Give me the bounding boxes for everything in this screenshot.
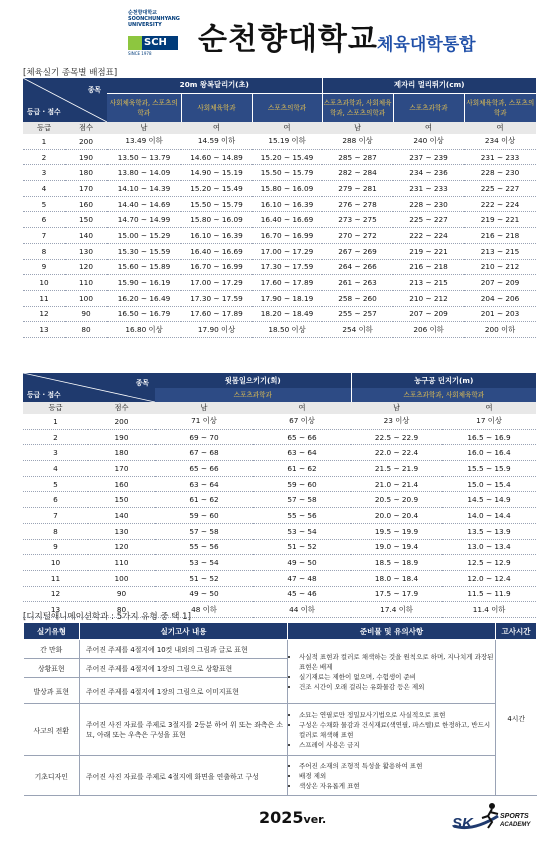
grade-cell: 3 [23,165,65,181]
score-cell: 110 [88,555,155,571]
score-cell: 200 [65,134,107,149]
event-header: 20m 왕복달리기(초) [107,78,322,93]
department-header: 스포츠과학과, 사회체육학과, 스포츠의학과 [322,93,393,122]
grade-cell: 4 [23,461,88,477]
range-cell: 228 ~ 230 [393,196,464,212]
table-row [23,429,536,445]
range-cell: 14.40 ~ 14.69 [107,196,181,212]
department-header: 사회체육학과 [181,93,252,122]
range-cell: 12.5 ~ 12.9 [442,555,536,571]
grade-cell: 1 [23,414,88,429]
exam-notes [288,704,496,756]
range-cell: 55 ~ 56 [253,508,351,524]
range-cell: 12.0 ~ 12.4 [442,570,536,586]
range-cell: 254 이하 [322,322,393,338]
table-row [23,322,536,338]
exam-content: 주어진 사진 자료를 주제로 4절지에 화면을 연출하고 구성 [80,756,288,796]
grade-cell: 7 [23,228,65,244]
range-cell: 219 ~ 221 [393,243,464,259]
range-cell: 258 ~ 260 [322,290,393,306]
range-cell: 204 ~ 206 [464,290,536,306]
grade-cell: 11 [23,290,65,306]
unit-header: 여 [253,402,351,414]
range-cell: 222 ~ 224 [464,196,536,212]
range-cell: 207 ~ 209 [464,275,536,291]
range-cell: 16.10 ~ 16.39 [252,196,322,212]
note-item: • 구성은 수채화 물감과 건식재료(색연필, 파스텔)로 한정하고, 반드시 컬러로 채색해 표현 [299,720,495,740]
range-cell: 15.5 ~ 15.9 [442,461,536,477]
animation-exam-table [23,622,537,796]
col-header-type: 실기유형 [24,623,80,640]
score-cell: 90 [88,586,155,602]
range-cell: 21.0 ~ 21.4 [351,476,442,492]
range-cell: 17.5 ~ 17.9 [351,586,442,602]
table-row [23,228,536,244]
score-cell: 150 [65,212,107,228]
range-cell: 65 ~ 66 [155,461,253,477]
range-cell: 17.90 ~ 18.19 [252,290,322,306]
exam-content: 주어진 주제를 4절지에 1장의 그림으로 상황표현 [80,659,288,678]
range-cell: 13.49 이하 [107,134,181,149]
score-cell: 180 [65,165,107,181]
range-cell: 67 ~ 68 [155,445,253,461]
unit-header: 점수 [65,122,107,134]
range-cell: 45 ~ 46 [253,586,351,602]
grade-cell: 6 [23,492,88,508]
range-cell: 14.5 ~ 14.9 [442,492,536,508]
grade-cell: 6 [23,212,65,228]
range-cell: 14.90 ~ 15.19 [181,165,252,181]
department-header: 스포츠과학과, 사회체육학과 [351,388,536,402]
exam-type: 간 만화 [24,640,80,659]
section-title-animation: [디지털애니메이션학과 : 5가지 유형 중 택 1] [23,612,191,622]
score-table-situp-throw [23,373,536,618]
range-cell: 63 ~ 64 [155,476,253,492]
department-header: 스포츠과학과 [393,93,464,122]
range-cell: 44 이하 [253,602,351,618]
range-cell: 16.10 ~ 16.39 [181,228,252,244]
range-cell: 17.4 이하 [351,602,442,618]
unit-header: 등급 [23,122,65,134]
exam-type: 기초디자인 [24,756,80,796]
unit-header: 남 [107,122,181,134]
range-cell: 200 이하 [464,322,536,338]
note-item: • 배경 제외 [299,771,495,781]
score-cell: 110 [65,275,107,291]
range-cell: 213 ~ 215 [464,243,536,259]
range-cell: 270 ~ 272 [322,228,393,244]
grade-cell: 4 [23,181,65,197]
table-row [23,196,536,212]
range-cell: 23 이상 [351,414,442,429]
range-cell: 15.80 ~ 16.09 [252,181,322,197]
exam-type: 발상과 표현 [24,678,80,704]
unit-header: 여 [252,122,322,134]
table-row [23,445,536,461]
table-row [23,259,536,275]
table-corner-header [23,78,107,122]
range-cell: 231 ~ 233 [464,149,536,165]
grade-cell: 2 [23,149,65,165]
score-cell: 180 [88,445,155,461]
range-cell: 16.20 ~ 16.49 [107,290,181,306]
exam-content: 주어진 주제를 4절지에 10컷 내외의 그림과 글로 표현 [80,640,288,659]
range-cell: 206 이하 [393,322,464,338]
range-cell: 201 ~ 203 [464,306,536,322]
range-cell: 17 이상 [442,414,536,429]
range-cell: 55 ~ 56 [155,539,253,555]
grade-cell: 9 [23,259,65,275]
range-cell: 234 ~ 236 [393,165,464,181]
table-row [24,704,537,756]
table-row [23,149,536,165]
range-cell: 14.70 ~ 14.99 [107,212,181,228]
range-cell: 15.30 ~ 15.59 [107,243,181,259]
note-item: • 스프레이 사용은 금지 [299,740,495,750]
score-cell: 170 [65,181,107,197]
range-cell: 14.0 ~ 14.4 [442,508,536,524]
range-cell: 19.0 ~ 19.4 [351,539,442,555]
table-row [23,165,536,181]
range-cell: 53 ~ 54 [253,523,351,539]
grade-cell: 3 [23,445,88,461]
table-row [24,756,537,796]
grade-cell: 13 [23,322,65,338]
grade-cell: 10 [23,555,88,571]
range-cell: 21.5 ~ 21.9 [351,461,442,477]
range-cell: 16.80 이상 [107,322,181,338]
range-cell: 13.0 ~ 13.4 [442,539,536,555]
range-cell: 61 ~ 62 [155,492,253,508]
table-row [23,414,536,429]
range-cell: 16.70 ~ 16.99 [181,259,252,275]
corner-grade-label: 등급 · 점수 [27,108,61,116]
grade-cell: 5 [23,196,65,212]
range-cell: 282 ~ 284 [322,165,393,181]
range-cell: 15.20 ~ 15.49 [181,181,252,197]
score-cell: 190 [88,429,155,445]
range-cell: 48 이하 [155,602,253,618]
edition-year [259,808,326,827]
table-row [23,290,536,306]
corner-event-label: 종목 [87,86,101,94]
unit-header: 남 [322,122,393,134]
range-cell: 15.0 ~ 15.4 [442,476,536,492]
note-item: • 실기재료는 제한이 없으며, 수험생이 준비 [299,672,495,682]
range-cell: 61 ~ 62 [253,461,351,477]
year-suffix: ver. [303,813,327,826]
range-cell: 51 ~ 52 [155,570,253,586]
score-cell: 130 [88,523,155,539]
range-cell: 15.80 ~ 16.09 [181,212,252,228]
range-cell: 255 ~ 257 [322,306,393,322]
range-cell: 15.19 이하 [252,134,322,149]
exam-time: 4시간 [496,640,537,796]
range-cell: 22.5 ~ 22.9 [351,429,442,445]
range-cell: 228 ~ 230 [464,165,536,181]
logo-mark-text: SCH [144,37,167,48]
range-cell: 18.0 ~ 18.4 [351,570,442,586]
range-cell: 18.5 ~ 18.9 [351,555,442,571]
score-cell: 140 [65,228,107,244]
score-cell: 80 [65,322,107,338]
range-cell: 216 ~ 218 [464,228,536,244]
grade-cell: 10 [23,275,65,291]
sk-sports-academy-logo [452,802,532,834]
table-row [23,523,536,539]
svg-text:ACADEMY: ACADEMY [500,822,531,828]
range-cell: 288 이상 [322,134,393,149]
corner-event-label: 종목 [135,379,149,387]
unit-header: 여 [442,402,536,414]
page-subtitle: 체육대학통합 [377,35,476,55]
range-cell: 216 ~ 218 [393,259,464,275]
range-cell: 67 이상 [253,414,351,429]
score-cell: 90 [65,306,107,322]
score-cell: 100 [88,570,155,586]
university-name: 순천향대학교 [198,22,378,57]
range-cell: 207 ~ 209 [393,306,464,322]
table-row [23,181,536,197]
note-item: • 건조 시간이 오래 걸리는 유화물감 등은 제외 [299,682,495,692]
grade-cell: 1 [23,134,65,149]
grade-cell: 2 [23,429,88,445]
unit-header: 남 [155,402,253,414]
range-cell: 231 ~ 233 [393,181,464,197]
table-row [23,570,536,586]
range-cell: 225 ~ 227 [464,181,536,197]
range-cell: 13.50 ~ 13.79 [107,149,181,165]
exam-content: 주어진 사진 자료를 주제로 3절지를 2등분 하여 위 또는 좌측은 소묘, 아래 또는 우측은 구성을 표현 [80,704,288,756]
table-row [23,461,536,477]
range-cell: 49 ~ 50 [155,586,253,602]
note-item: • 주어진 소재의 조형적 특성을 활용하여 표현 [299,761,495,771]
table-row [23,555,536,571]
table-row [23,275,536,291]
range-cell: 22.0 ~ 22.4 [351,445,442,461]
exam-notes [288,640,496,704]
range-cell: 225 ~ 227 [393,212,464,228]
score-cell: 190 [65,149,107,165]
range-cell: 222 ~ 224 [393,228,464,244]
range-cell: 273 ~ 275 [322,212,393,228]
table-row [23,212,536,228]
table-row [23,134,536,149]
grade-cell: 8 [23,523,88,539]
logo-since: SINCE 1978 [128,51,152,56]
range-cell: 17.60 ~ 17.89 [252,275,322,291]
range-cell: 276 ~ 278 [322,196,393,212]
range-cell: 15.50 ~ 15.79 [181,196,252,212]
range-cell: 11.5 ~ 11.9 [442,586,536,602]
table-row [23,306,536,322]
score-cell: 160 [65,196,107,212]
range-cell: 53 ~ 54 [155,555,253,571]
grade-cell: 12 [23,586,88,602]
exam-type: 상황표현 [24,659,80,678]
grade-cell: 8 [23,243,65,259]
range-cell: 16.50 ~ 16.79 [107,306,181,322]
svg-text:SK: SK [452,815,473,832]
range-cell: 219 ~ 221 [464,212,536,228]
event-header: 윗몸일으키기(회) [155,373,351,388]
range-cell: 15.20 ~ 15.49 [252,149,322,165]
section-title-practical: [체육실기 종목별 배점표] [23,68,118,78]
range-cell: 261 ~ 263 [322,275,393,291]
grade-cell: 13 [23,602,88,618]
range-cell: 14.10 ~ 14.39 [107,181,181,197]
range-cell: 16.5 ~ 16.9 [442,429,536,445]
grade-cell: 12 [23,306,65,322]
table-row [23,539,536,555]
range-cell: 240 이상 [393,134,464,149]
range-cell: 13.80 ~ 14.09 [107,165,181,181]
range-cell: 63 ~ 64 [253,445,351,461]
score-cell: 120 [65,259,107,275]
logo-text: 순천향대학교 SOONCHUNHYANG UNIVERSITY [128,10,180,28]
range-cell: 14.60 ~ 14.89 [181,149,252,165]
range-cell: 264 ~ 266 [322,259,393,275]
exam-notes [288,756,496,796]
col-header-time: 고사시간 [496,623,537,640]
corner-grade-label: 등급 · 점수 [27,391,61,399]
table-row [23,492,536,508]
range-cell: 11.4 이하 [442,602,536,618]
col-header-content: 실기고사 내용 [80,623,288,640]
university-logo [128,10,178,54]
range-cell: 285 ~ 287 [322,149,393,165]
range-cell: 234 이상 [464,134,536,149]
range-cell: 210 ~ 212 [464,259,536,275]
range-cell: 16.40 ~ 16.69 [252,212,322,228]
range-cell: 49 ~ 50 [253,555,351,571]
note-item: • 사실적 표현과 컬러로 채색하는 것을 원칙으로 하며, 지나치게 과장된 표현은 배제 [299,652,495,672]
department-header: 사회체육학과, 스포츠의학과 [464,93,536,122]
unit-header: 등급 [23,402,88,414]
exam-type: 사고의 전환 [24,704,80,756]
event-header: 농구공 던지기(m) [351,373,536,388]
score-cell: 80 [88,602,155,618]
table-row [23,243,536,259]
range-cell: 20.0 ~ 20.4 [351,508,442,524]
range-cell: 18.50 이상 [252,322,322,338]
score-cell: 140 [88,508,155,524]
score-cell: 170 [88,461,155,477]
range-cell: 14.59 이하 [181,134,252,149]
department-header: 스포츠과학과 [155,388,351,402]
range-cell: 18.20 ~ 18.49 [252,306,322,322]
department-header: 스포츠의학과 [252,93,322,122]
score-cell: 200 [88,414,155,429]
unit-header: 여 [464,122,536,134]
unit-header: 남 [351,402,442,414]
score-cell: 150 [88,492,155,508]
score-cell: 130 [65,243,107,259]
event-header: 제자리 멀리뛰기(cm) [322,78,536,93]
range-cell: 210 ~ 212 [393,290,464,306]
range-cell: 279 ~ 281 [322,181,393,197]
table-row [23,476,536,492]
range-cell: 20.5 ~ 20.9 [351,492,442,508]
range-cell: 17.00 ~ 17.29 [252,243,322,259]
range-cell: 16.40 ~ 16.69 [181,243,252,259]
note-item: • 색상은 자유롭게 표현 [299,781,495,791]
table-row [23,508,536,524]
range-cell: 19.5 ~ 19.9 [351,523,442,539]
score-cell: 100 [65,290,107,306]
range-cell: 15.90 ~ 16.19 [107,275,181,291]
range-cell: 17.00 ~ 17.29 [181,275,252,291]
grade-cell: 9 [23,539,88,555]
svg-text:SPORTS: SPORTS [500,813,529,820]
score-cell: 120 [88,539,155,555]
range-cell: 15.00 ~ 15.29 [107,228,181,244]
range-cell: 15.60 ~ 15.89 [107,259,181,275]
table-row [23,586,536,602]
range-cell: 69 ~ 70 [155,429,253,445]
unit-header: 여 [393,122,464,134]
range-cell: 65 ~ 66 [253,429,351,445]
note-item: • 소묘는 연필로만 정밀묘사기법으로 사실적으로 표현 [299,710,495,720]
score-cell: 160 [88,476,155,492]
range-cell: 237 ~ 239 [393,149,464,165]
year-number: 2025 [259,808,304,827]
unit-header: 점수 [88,402,155,414]
department-header: 사회체육학과, 스포츠의학과 [107,93,181,122]
grade-cell: 11 [23,570,88,586]
page-header [0,0,559,62]
unit-header: 여 [181,122,252,134]
range-cell: 57 ~ 58 [253,492,351,508]
range-cell: 59 ~ 60 [253,476,351,492]
logo-mark [128,36,178,50]
score-table-running-jump [23,78,536,338]
range-cell: 57 ~ 58 [155,523,253,539]
exam-content: 주어진 주제를 4절지에 1장의 그림으로 이미지표현 [80,678,288,704]
range-cell: 13.5 ~ 13.9 [442,523,536,539]
range-cell: 71 이상 [155,414,253,429]
range-cell: 51 ~ 52 [253,539,351,555]
grade-cell: 7 [23,508,88,524]
range-cell: 15.50 ~ 15.79 [252,165,322,181]
range-cell: 267 ~ 269 [322,243,393,259]
col-header-notes: 준비물 및 유의사항 [288,623,496,640]
range-cell: 17.90 이상 [181,322,252,338]
range-cell: 47 ~ 48 [253,570,351,586]
range-cell: 16.0 ~ 16.4 [442,445,536,461]
table-corner-header [23,373,155,402]
range-cell: 213 ~ 215 [393,275,464,291]
grade-cell: 5 [23,476,88,492]
table-row [24,640,537,659]
range-cell: 17.30 ~ 17.59 [181,290,252,306]
range-cell: 59 ~ 60 [155,508,253,524]
range-cell: 16.70 ~ 16.99 [252,228,322,244]
range-cell: 17.30 ~ 17.59 [252,259,322,275]
range-cell: 17.60 ~ 17.89 [181,306,252,322]
